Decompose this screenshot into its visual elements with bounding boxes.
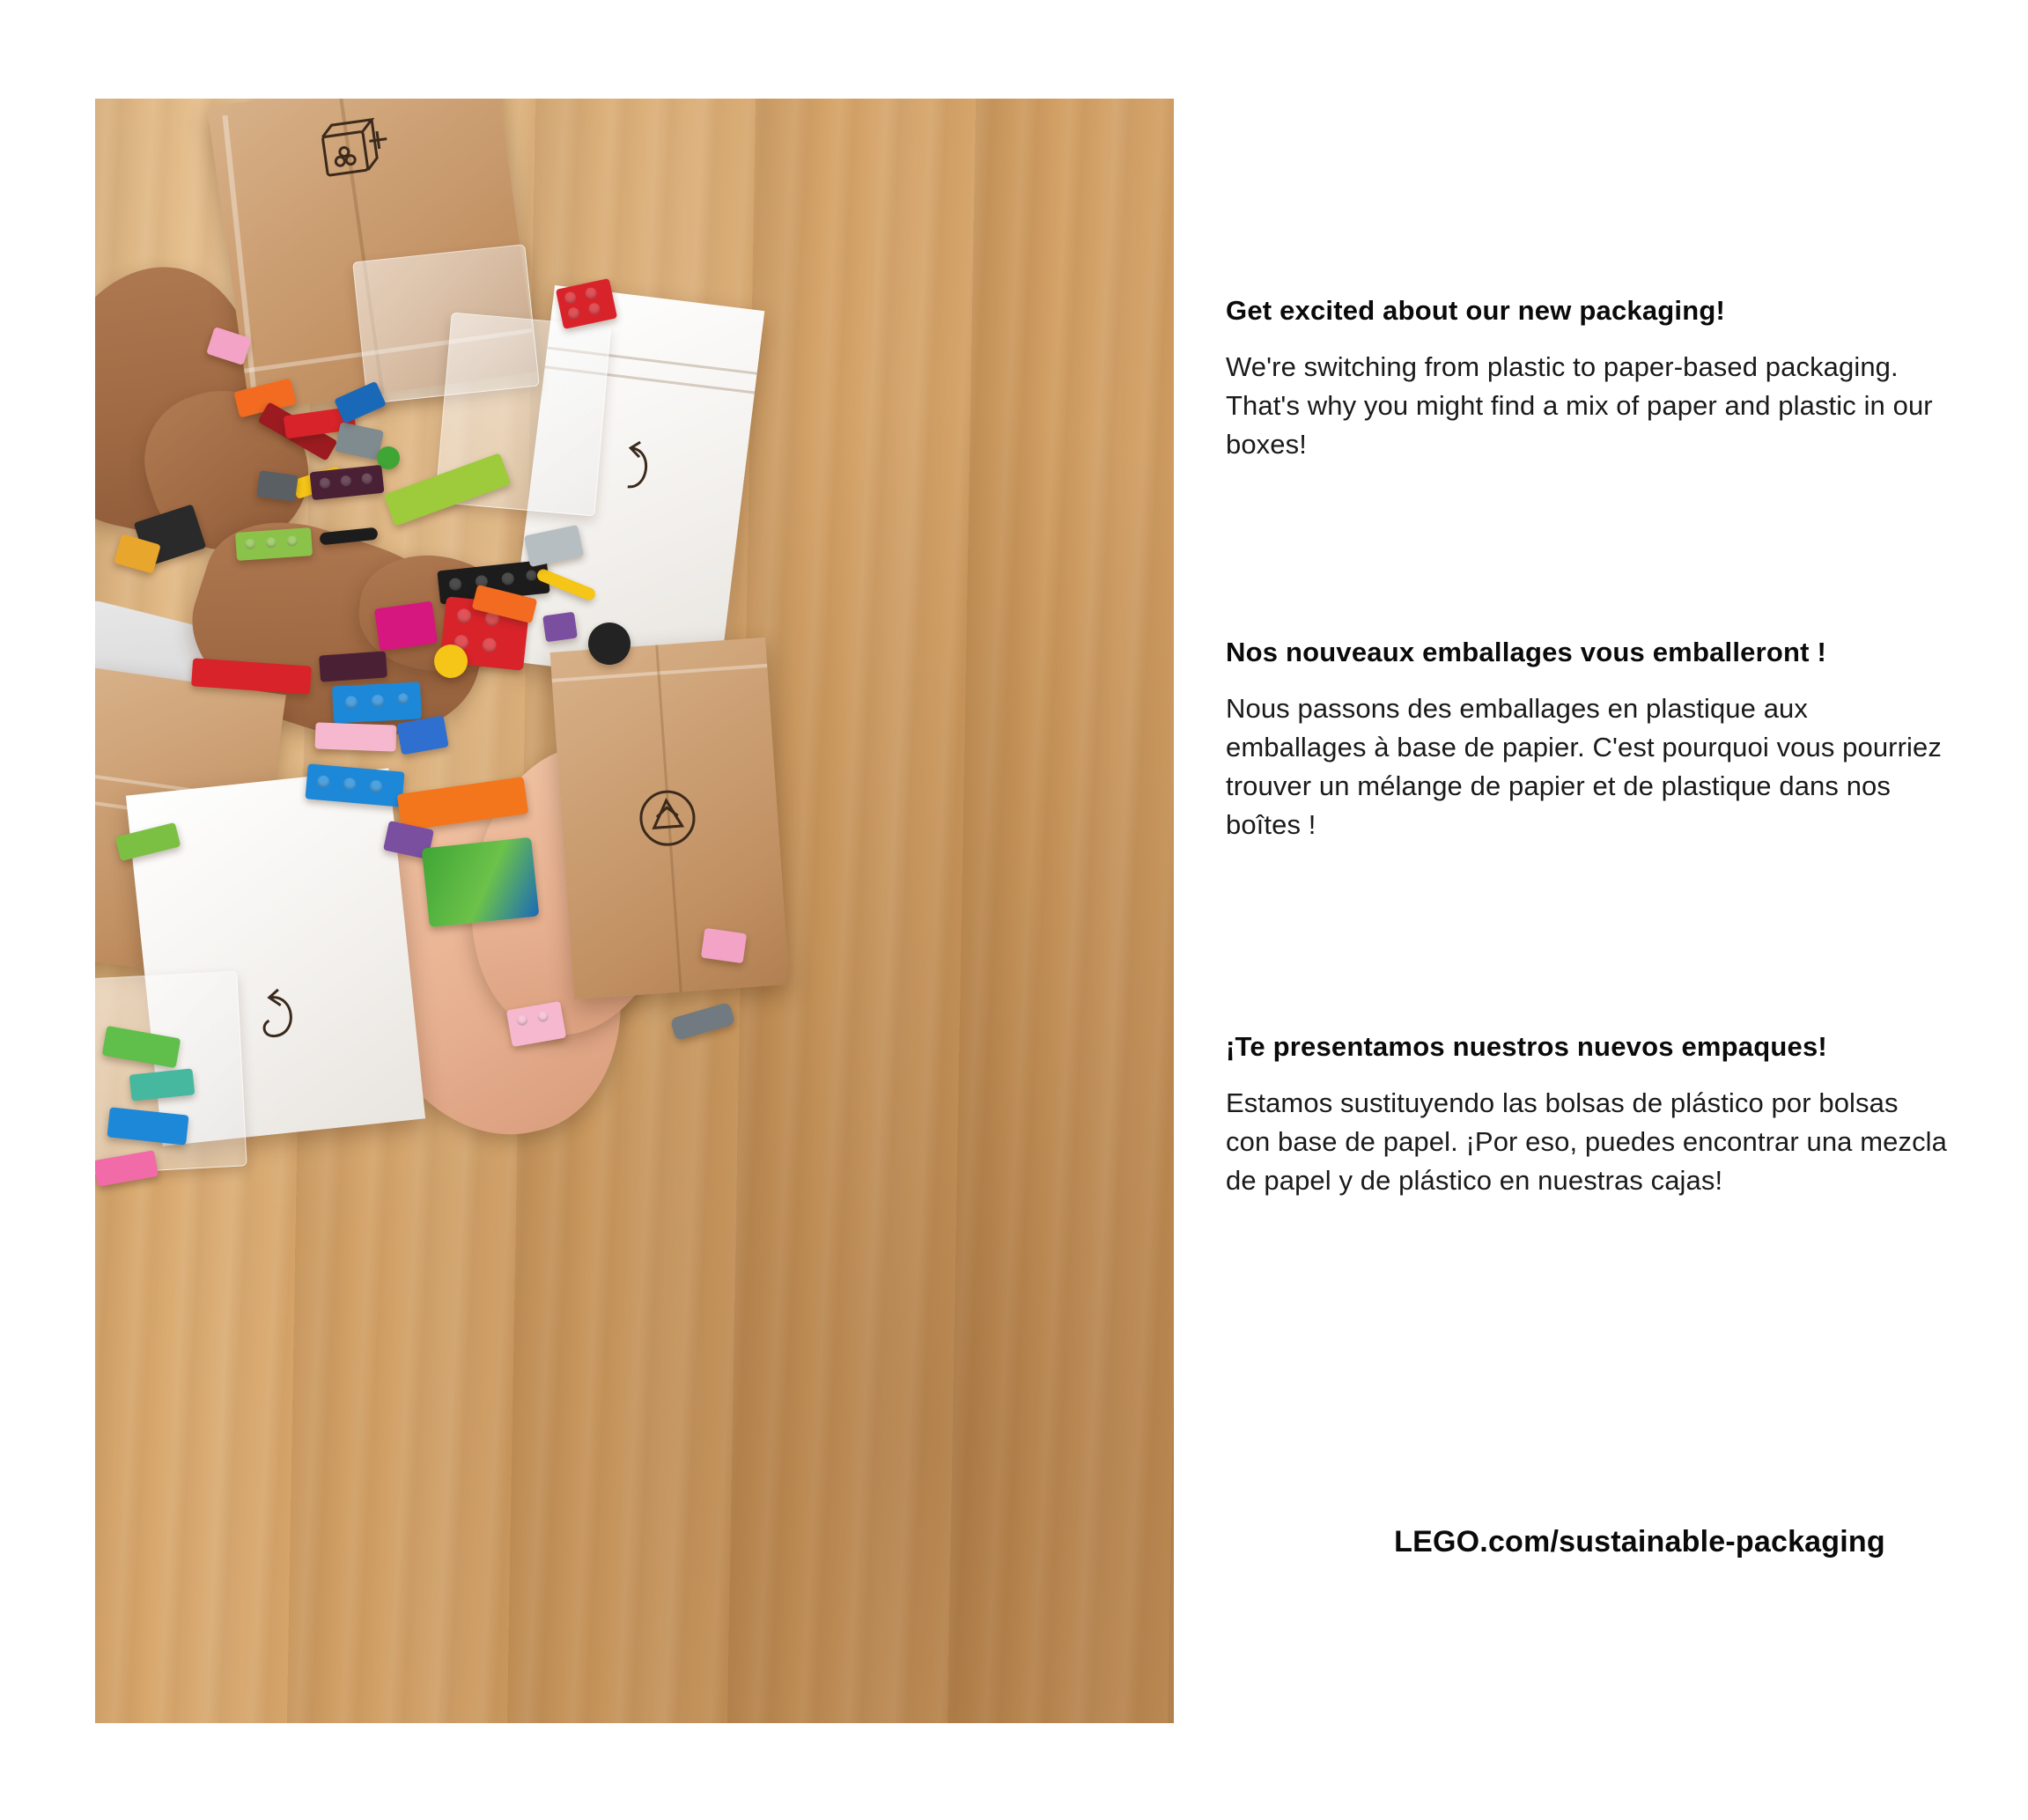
heading-spanish: ¡Te presentamos nuestros nuevos empaques! [1226, 1031, 1827, 1062]
brick-green-cluster [422, 837, 540, 928]
packaging-photo [95, 99, 1174, 1723]
text-column [1226, 99, 1957, 1723]
brick-darkpurple-2 [319, 651, 387, 682]
section-french [1226, 636, 1948, 844]
sustainable-packaging-url[interactable]: LEGO.com/sustainable-packaging [1394, 1525, 1885, 1558]
brick-blue-mid [332, 682, 422, 723]
body-english: We're switching from plastic to paper-based packaging. That's why you might find a mix of paper and plastic in our boxes! [1226, 350, 1933, 460]
recycle-arrow-icon [600, 430, 678, 508]
section-spanish [1226, 1030, 1948, 1200]
brick-purple-small [542, 612, 578, 643]
brick-magenta-plate [374, 601, 438, 652]
paper-bag-recycle-icon [628, 778, 708, 858]
body-spanish: Estamos sustituyendo las bolsas de plástico por bolsas con base de papel. ¡Por eso, puedes encontrar una mezcla de papel y de plástico en nuestras cajas! [1226, 1087, 1948, 1196]
brick-black-wheel [588, 623, 631, 665]
brick-darkgray-1 [256, 470, 299, 502]
brick-pink-right [701, 928, 747, 963]
arrow-swirl-icon [239, 975, 326, 1062]
heading-french: Nos nouveaux emballages vous emballeront ! [1226, 637, 1826, 667]
brick-green-plate [235, 527, 313, 561]
section-english [1226, 294, 1948, 464]
brick-yellow-round [434, 645, 468, 678]
paper-bag-kraft-bottom-right [550, 637, 790, 999]
body-french: Nous passons des emballages en plastique aux emballages à base de papier. C'est pourquoi vous pourriez trouver un mélange de papier et de plastique dans nos boîtes ! [1226, 692, 1942, 840]
brick-pink-mid [315, 722, 397, 751]
heading-english: Get excited about our new packaging! [1226, 295, 1726, 326]
paper-bag-brick-icon [311, 108, 401, 198]
